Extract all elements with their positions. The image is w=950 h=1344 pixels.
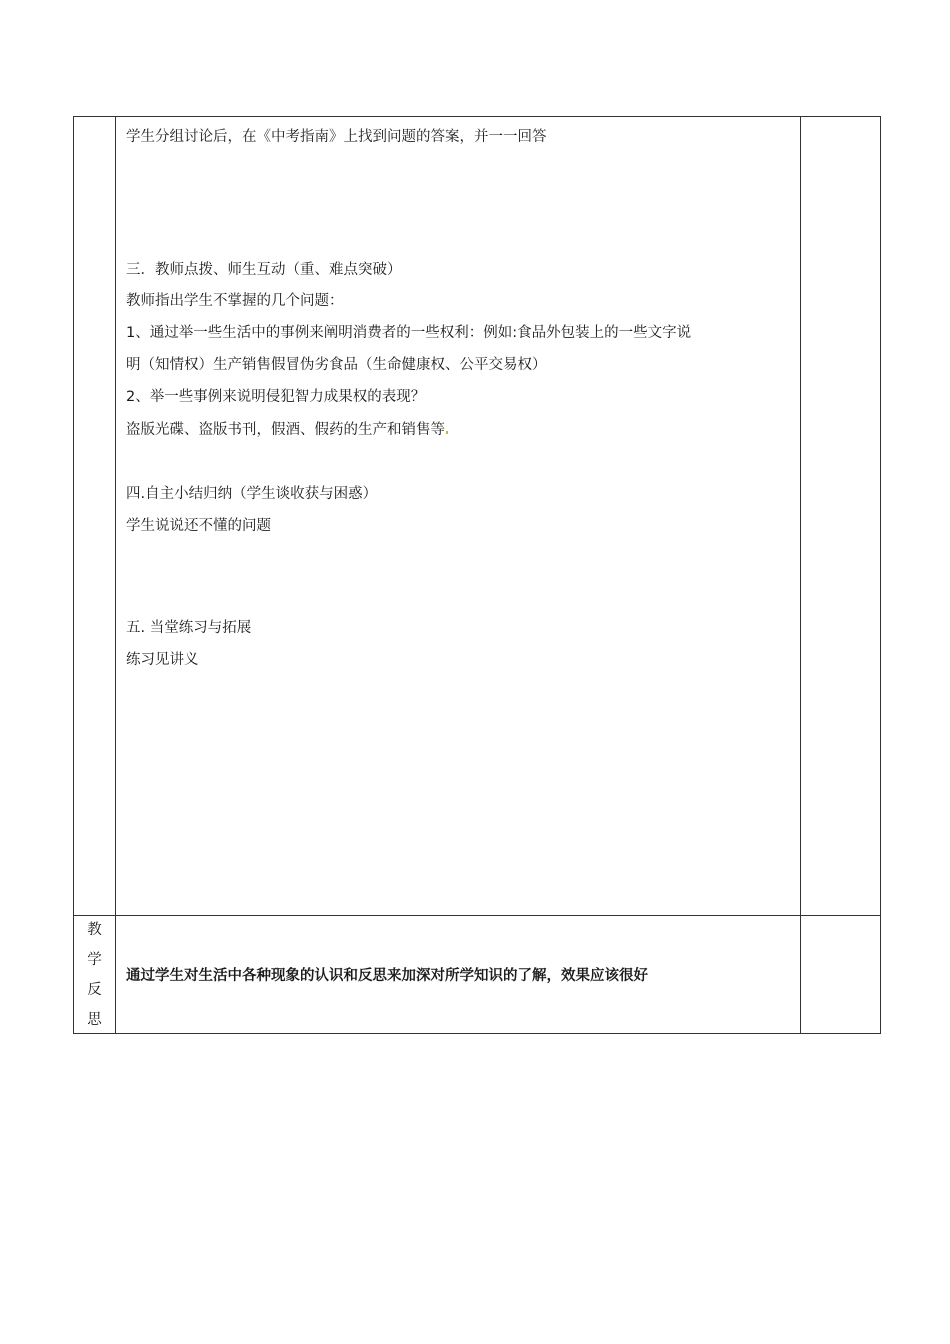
reflection-text: 通过学生对生活中各种现象的认识和反思来加深对所学知识的了解，效果应该很好 [126, 968, 649, 984]
grammar-mark [446, 431, 448, 434]
text-line: 学生说说还不懂的问题 [126, 518, 272, 534]
text-line: 学生分组讨论后，在《中考指南》上找到问题的答案，并一一回答 [126, 129, 547, 145]
reflection-right-cell [800, 916, 880, 1034]
content-row [74, 117, 881, 916]
text-line: 练习见讲义 [126, 652, 199, 668]
right-empty-cell [800, 117, 880, 916]
label-char: 教 [87, 921, 102, 938]
text-line: 盗版光碟、盗版书刊，假酒、假药的生产和销售等 [126, 420, 448, 440]
section-heading: 四.自主小结归纳（学生谈收获与困惑） [126, 486, 378, 502]
left-empty-cell [74, 117, 116, 916]
section-heading: 三．教师点拨、师生互动（重、难点突破） [126, 262, 402, 278]
text-line: 1、通过举一些生活中的事例来阐明消费者的一些权利：例如:食品外包装上的一些文字说 [126, 325, 692, 341]
reflection-text-cell [116, 916, 801, 1034]
label-char: 思 [87, 1011, 102, 1028]
label-char: 反 [87, 981, 102, 998]
reflection-row [74, 916, 881, 1034]
label-char: 学 [87, 951, 102, 968]
text-line: 教师指出学生不掌握的几个问题： [126, 293, 344, 309]
lesson-table [73, 116, 881, 1034]
reflection-label-cell [74, 916, 116, 1034]
text-line: 明（知情权）生产销售假冒伪劣食品（生命健康权、公平交易权） [126, 357, 547, 373]
section-heading: 五. 当堂练习与拓展 [126, 620, 252, 636]
lesson-content-cell [116, 117, 801, 916]
text-line: 2、举一些事例来说明侵犯智力成果权的表现？ [126, 389, 426, 405]
